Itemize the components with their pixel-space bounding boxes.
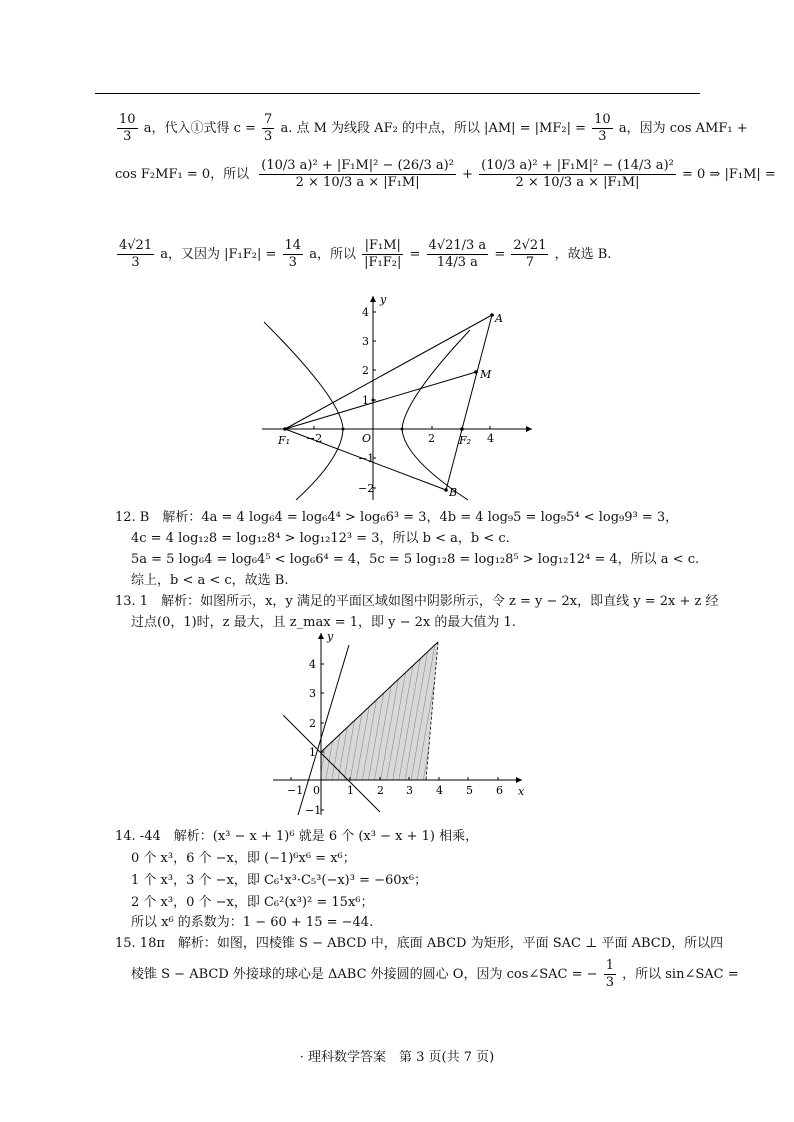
y-tick-label: 3 [362, 335, 369, 348]
x-tick-label: 3 [406, 784, 413, 797]
q14-line-3: 1 个 x³，3 个 −x，即 C₆¹x³·C₅³(−x)³ = −60x⁶； [131, 873, 428, 888]
q14-line-2: 0 个 x³，6 个 −x，即 (−1)⁶x⁶ = x⁶； [131, 851, 356, 866]
fraction: $\frac{7}{3}$ [264, 112, 273, 144]
origin-label: O [362, 432, 372, 445]
fraction: $\frac{4√21}{3}$ [119, 238, 153, 270]
fraction: $\frac{10}{3}$ [119, 112, 136, 144]
q14-line-5: 所以 x⁶ 的系数为：1 − 60 + 15 = −44. [131, 915, 374, 930]
q11-line-3: $\frac{4√21}{3}$ a，又因为 |F₁F₂| = $\frac{14}{3}$ a，所以 $\frac{\text{|F₁M|}}{\text{|F₁F₂|}}$ = $\frac{4√21/3 a}{14/3 a}$ = $\frac{2√21}{7}$ ，故选 B. [119, 238, 612, 270]
q13-line-1: 13. 1 解析：如图所示，x，y 满足的平面区域如图中阴影所示，令 z = y − 2x，即直线 y = 2x + z 经 [115, 594, 719, 609]
q12-line-2: 4c = 4 log₁₂8 = log₁₂8⁴ > log₁₂12³ = 3，所以 b < a，b < c. [131, 531, 510, 546]
y-axis-label: y [327, 630, 334, 643]
fraction: $\frac{14}{3}$ [284, 238, 302, 270]
q12-line-3: 5a = 5 log₆4 = log₆4⁵ < log₆6⁴ = 4，5c = 5 log₁₂8 = log₁₂8⁵ > log₁₂12⁴ = 4，所以 a < c. [131, 552, 700, 567]
y-tick-label: −1 [305, 804, 322, 817]
x-axis-label: x [518, 785, 525, 798]
x-tick-label: 1 [347, 784, 354, 797]
fraction: $\frac{\text{|F₁M|}}{\text{|F₁F₂|}}$ [364, 238, 402, 270]
point-label-m: M [480, 368, 492, 381]
x-tick-label: 0 [313, 784, 320, 797]
y-tick-label: 2 [309, 717, 316, 730]
q12-line-4: 综上，b < a < c，故选 B. [131, 573, 289, 588]
line-f1-m [285, 372, 476, 429]
line-f1-a [285, 315, 492, 429]
x-tick-label: 4 [487, 432, 494, 445]
x-tick-label: 4 [436, 784, 443, 797]
x-tick-label: −2 [306, 432, 323, 445]
y-tick-label: 2 [362, 364, 369, 377]
fraction: $\frac{\text{(10/3 a)² + |F₁M|² − (26/3 a)²}}{\text{2 × 10/3 a × |F₁M|}}$ [261, 158, 454, 190]
y-tick-label: −1 [358, 452, 375, 465]
x-tick-label: 2 [428, 432, 435, 445]
q13-line-2: 过点(0，1)时，z 最大，且 z_max = 1，即 y − 2x 的最大值为 1. [131, 615, 516, 630]
y-tick-label: −2 [358, 482, 375, 495]
y-axis-label: y [380, 293, 387, 306]
y-tick-label: 1 [362, 394, 369, 407]
figure-hyperbola [255, 292, 540, 502]
q15-line-2: 棱锥 S − ABCD 外接球的球心是 ΔABC 外接圆的圆心 O，因为 cos∠SAC = − $\frac{1}{3}$ ，所以 sin∠SAC = [131, 958, 739, 990]
q14-line-4: 2 个 x³，0 个 −x，即 C₆²(x³)² = 15x⁶； [131, 895, 374, 910]
q15-line-1: 15. 18π 解析：如图，四棱锥 S − ABCD 中，底面 ABCD 为矩形，平面 SAC ⊥ 平面 ABCD，所以四 [115, 936, 724, 951]
fraction: $\frac{2√21}{7}$ [513, 238, 547, 270]
q11-line-1: $\frac{10}{3}$ a，代入①式得 c = $\frac{7}{3}$ a. 点 M 为线段 AF₂ 的中点，所以 |AM| = |MF₂| = $\frac{10}{3}$ a，因为 cos AMF₁ + [119, 112, 748, 144]
q14-line-1: 14. -44 解析：(x³ − x + 1)⁶ 就是 6 个 (x³ − x + 1) 相乘， [115, 829, 479, 844]
y-tick-label: 4 [362, 306, 369, 319]
fraction: $\frac{1}{3}$ [605, 958, 614, 990]
line-a-b [446, 315, 492, 490]
page-footer: · 理科数学答案 第 3 页(共 7 页) [299, 1050, 495, 1065]
fraction: $\frac{\text{(10/3 a)² + |F₁M|² − (14/3 a)²}}{\text{2 × 10/3 a × |F₁M|}}$ [481, 158, 674, 190]
y-tick-label: 4 [309, 658, 316, 671]
q12-line-1: 12. B 解析：4a = 4 log₆4 = log₆4⁴ > log₆6³ = 3，4b = 4 log₉5 = log₉5⁴ < log₉9³ = 3， [115, 510, 679, 525]
boundary-line-steep [298, 645, 349, 815]
fraction: $\frac{4√21/3 a}{14/3 a}$ [428, 238, 487, 270]
x-tick-label: 2 [377, 784, 384, 797]
hyperbola-left-branch [264, 322, 343, 500]
point-label-a: A [495, 312, 503, 325]
q11-line-2: cos F₂MF₁ = 0，所以 $\frac{\text{(10/3 a)² + |F₁M|² − (26/3 a)²}}{\text{2 × 10/3 a × |F₁M|}}$ + $\frac{\text{(10/3 a)² + |F₁M|² − (14/3 a)²}}{\text{2 × 10/3 a × |F₁M|}}$ = 0 ⇒ |F₁M| = [115, 158, 776, 190]
point-label-b: B [449, 486, 458, 499]
x-tick-label: 5 [466, 784, 473, 797]
point-label-f1: F₁ [278, 434, 291, 447]
figure-feasible-region [270, 630, 530, 820]
x-tick-label: −1 [287, 784, 304, 797]
y-tick-label: 1 [309, 746, 316, 759]
point-label-f2: F₂ [459, 434, 472, 447]
x-tick-label: 6 [496, 784, 503, 797]
header-rule [95, 93, 700, 94]
fraction: $\frac{10}{3}$ [594, 112, 611, 144]
shaded-region-hatch [321, 642, 438, 780]
hyperbola-right-branch [402, 330, 470, 500]
y-tick-label: 3 [309, 687, 316, 700]
